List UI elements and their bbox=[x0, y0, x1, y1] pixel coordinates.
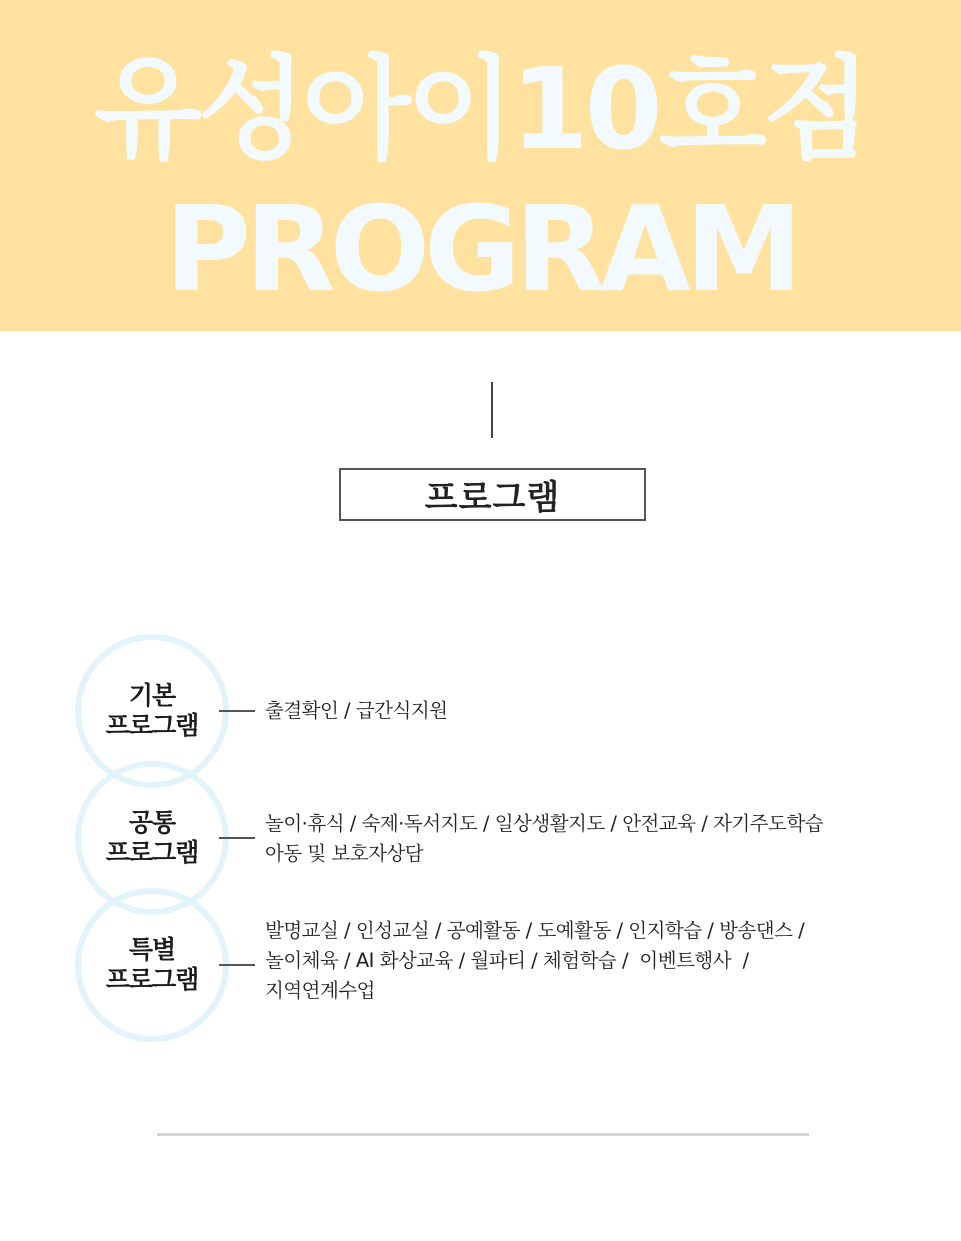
hero-subtitle: PROGRAM bbox=[164, 180, 797, 318]
hero-title: 유성아이10호점 bbox=[93, 45, 867, 175]
program-desc-special bbox=[265, 916, 804, 1006]
program-name-line2: 프로그램 bbox=[105, 965, 199, 994]
program-desc-basic bbox=[265, 696, 448, 726]
program-desc-line: 지역연계수업 bbox=[265, 979, 376, 1002]
program-desc-line: 발명교실 / 인성교실 / 공예활동 / 도예활동 / 인지학습 / 방송댄스 / bbox=[265, 919, 805, 942]
program-name-line1: 기본 bbox=[128, 681, 176, 710]
program-desc-line: 놀이체육 / AI 화상교육 / 월파티 / 체험학습 / 이벤트행사 / bbox=[265, 949, 749, 972]
program-desc-line: 놀이·휴식 / 숙제·독서지도 / 일상생활지도 / 안전교육 / 자기주도학습 bbox=[265, 812, 824, 835]
program-desc-common bbox=[265, 809, 823, 869]
program-desc-line: 아동 및 보호자상담 bbox=[265, 842, 424, 865]
program-name-line1: 특별 bbox=[128, 935, 176, 964]
section-title-box bbox=[339, 468, 646, 521]
section-title: 프로그램 bbox=[424, 478, 561, 518]
bottom-divider bbox=[157, 1133, 809, 1136]
connector-line bbox=[219, 837, 255, 839]
program-name-line1: 공통 bbox=[128, 808, 176, 837]
connector-line bbox=[219, 964, 255, 966]
vertical-divider bbox=[491, 382, 493, 438]
program-ring-special bbox=[75, 888, 229, 1042]
connector-line bbox=[219, 710, 255, 712]
program-name-line2: 프로그램 bbox=[105, 838, 199, 867]
program-name-line2: 프로그램 bbox=[105, 711, 199, 740]
hero-banner bbox=[0, 0, 961, 331]
program-desc-line: 출결확인 / 급간식지원 bbox=[265, 699, 448, 722]
